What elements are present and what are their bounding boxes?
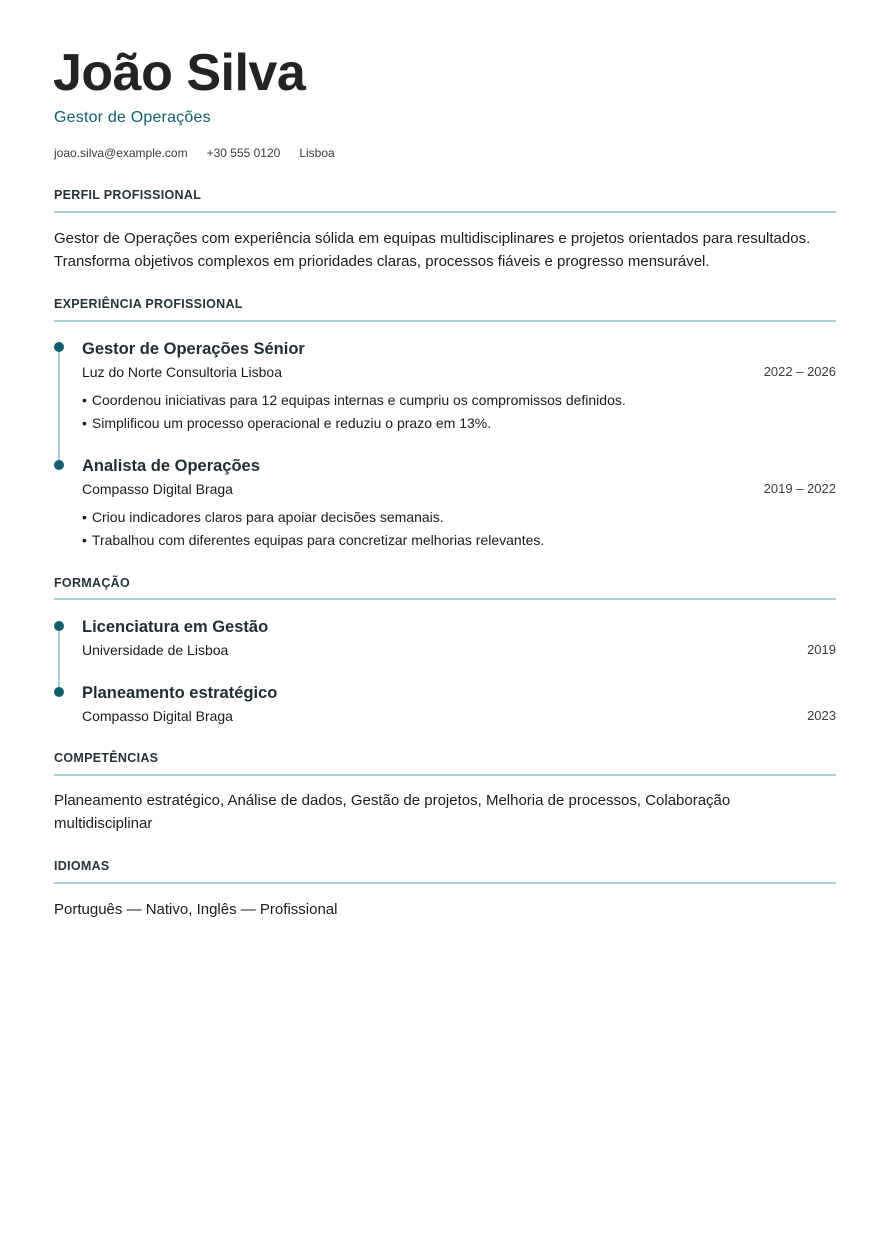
experience-timeline-line: [58, 348, 60, 466]
job-company: Compasso Digital Braga: [82, 481, 233, 497]
education-timeline-line: [58, 627, 60, 693]
section-title-skills: COMPETÊNCIAS: [54, 751, 159, 765]
job-bullet: • Coordenou iniciativas para 12 equipas internas e cumpriu os compromissos definidos.: [82, 389, 626, 412]
degree-title: Licenciatura em Gestão: [82, 618, 269, 636]
contact-line: [54, 145, 354, 161]
job-company: Luz do Norte Consultoria Lisboa: [82, 364, 283, 380]
timeline-dot: [54, 621, 64, 631]
job-title: Analista de Operações: [82, 457, 260, 475]
contact-phone: +30 555 0120: [206, 146, 281, 160]
section-divider: [54, 882, 836, 884]
job-dates: 2022 – 2026: [763, 364, 836, 379]
degree-year: 2023: [807, 708, 836, 723]
school-name: Compasso Digital Braga: [82, 708, 233, 724]
timeline-dot: [54, 687, 64, 697]
section-divider: [54, 211, 836, 213]
section-title-experience: EXPERIÊNCIA PROFISSIONAL: [54, 297, 243, 311]
languages-list: Português — Nativo, Inglês — Profissional: [54, 901, 338, 918]
degree-year: 2019: [807, 642, 836, 657]
contact-city: Lisboa: [299, 146, 335, 160]
timeline-dot: [54, 460, 64, 470]
job-bullet: • Criou indicadores claros para apoiar decisões semanais.: [82, 506, 544, 529]
section-title-profile: PERFIL PROFISSIONAL: [54, 188, 202, 202]
candidate-name: João Silva: [53, 44, 306, 102]
profile-summary: Gestor de Operações com experiência sólida em equipas multidisciplinares e projetos orientados para resultados. Transforma objetivos complexos em prioridades claras, processos fiáveis e progresso mensurável.: [54, 230, 811, 270]
degree-title: Planeamento estratégico: [82, 684, 278, 702]
section-divider: [54, 320, 836, 322]
timeline-dot: [54, 342, 64, 352]
section-title-languages: IDIOMAS: [54, 859, 110, 873]
candidate-role: Gestor de Operações: [54, 109, 211, 126]
job-dates: 2019 – 2022: [763, 481, 836, 496]
job-bullet: • Trabalhou com diferentes equipas para concretizar melhorias relevantes.: [82, 529, 544, 552]
job-bullet: • Simplificou um processo operacional e reduziu o prazo em 13%.: [82, 412, 626, 435]
skills-list: Planeamento estratégico, Análise de dados, Gestão de projetos, Melhoria de processos, Colaboração multidisciplinar: [54, 792, 731, 832]
contact-email: joao.silva@example.com: [54, 146, 188, 160]
job-title: Gestor de Operações Sénior: [82, 340, 305, 358]
section-divider: [54, 774, 836, 776]
job-bullets: [82, 389, 626, 434]
section-title-education: FORMAÇÃO: [54, 576, 131, 590]
job-bullets: [82, 506, 544, 551]
school-name: Universidade de Lisboa: [82, 642, 229, 658]
section-divider: [54, 598, 836, 600]
